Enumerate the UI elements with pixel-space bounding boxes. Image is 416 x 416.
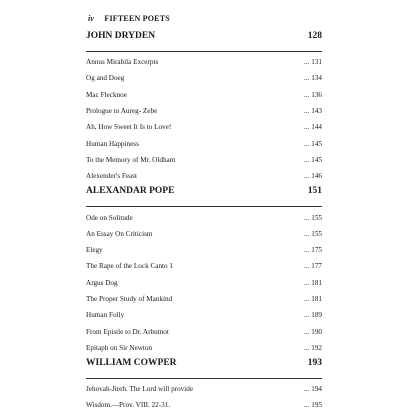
entry-page: ... 175 [304,246,322,255]
entry-title: The Proper Study of Mankind [86,295,173,303]
entry-title: The Rape of the Lock Canto 1 [86,262,174,271]
toc-entry [86,381,322,397]
entry-title: To the Memory of Mr. Oldham [86,155,176,164]
entry-page: ... 143 [304,107,322,116]
entry-page: ... 134 [304,74,322,83]
entry-page: ... 131 [304,58,322,67]
poet-name: JOHN DRYDEN [86,31,156,41]
entry-title: Jehovah-Jireh. The Lord will provide [86,385,194,394]
entry-page: ... 155 [304,213,322,222]
entry-page: ... 192 [304,343,322,352]
entry-title: Epitaph on Sir Newton [86,343,153,352]
toc-entry [86,340,322,356]
toc-entry [86,291,322,307]
toc-entry [86,307,322,323]
entry-page: ... 155 [304,229,322,238]
toc-entry [86,87,322,103]
entry-list-cowper [86,381,322,414]
entry-title: Argus Dog [86,278,118,287]
entry-list-dryden [86,54,322,184]
toc-entry [86,168,322,184]
entry-title: Og and Doeg [86,74,125,83]
section-page-number: 193 [307,358,322,369]
entry-title: Prologue to Aureg- Zebe [86,107,158,116]
entry-page: ... 181 [304,278,322,287]
entry-title: Mac Flecknoe [86,90,127,99]
table-of-contents [86,31,322,414]
entry-page: ... 136 [304,90,322,99]
entry-page: ... 181 [304,295,322,303]
entry-title: Ah, How Sweet It Is to Love! [86,123,172,132]
book-title: FIFTEEN POETS [104,14,170,23]
toc-entry [86,209,322,225]
section-heading-pope [86,186,322,207]
toc-entry [86,258,322,274]
entry-title: From Epistle to Dr. Arbutnot [86,327,169,336]
section-page-number: 128 [307,31,322,41]
entry-title: An Essay On Criticism [86,229,153,238]
toc-entry [86,323,322,339]
entry-title: Wisdom.—Prov. VIII. 22-31. [86,401,171,410]
toc-entry [86,275,322,291]
entry-list-pope [86,209,322,356]
toc-entry [86,119,322,135]
section-heading-cowper [86,358,322,379]
entry-page: ... 177 [304,262,322,271]
section-page-number: 151 [307,186,322,197]
toc-entry [86,226,322,242]
toc-entry [86,103,322,119]
entry-page: ... 144 [304,123,322,132]
entry-page: ... 145 [304,139,322,148]
toc-entry [86,242,322,258]
toc-entry [86,397,322,413]
poet-name: ALEXANDAR POPE [86,186,175,197]
page-folio: iv [88,14,95,23]
toc-entry [86,135,322,151]
entry-title: Ode on Solitude [86,213,133,222]
entry-title: Human Happiness [86,139,139,148]
entry-title: Alexender's Feast [86,172,137,181]
section-heading-dryden [86,31,322,52]
toc-entry [86,54,322,70]
entry-page: ... 190 [304,327,322,336]
entry-title: Elegy [86,246,103,255]
entry-page: ... 189 [304,311,322,320]
entry-title: Human Folly [86,311,125,320]
entry-page: ... 145 [304,155,322,164]
poet-name: WILLIAM COWPER [86,358,177,369]
entry-title: Annus Mirabila Excerpts [86,58,159,67]
entry-page: ... 195 [304,401,322,410]
toc-entry [86,152,322,168]
entry-page: ... 146 [304,172,322,181]
running-head [88,14,170,23]
entry-page: ... 194 [304,385,322,394]
toc-entry [86,70,322,86]
